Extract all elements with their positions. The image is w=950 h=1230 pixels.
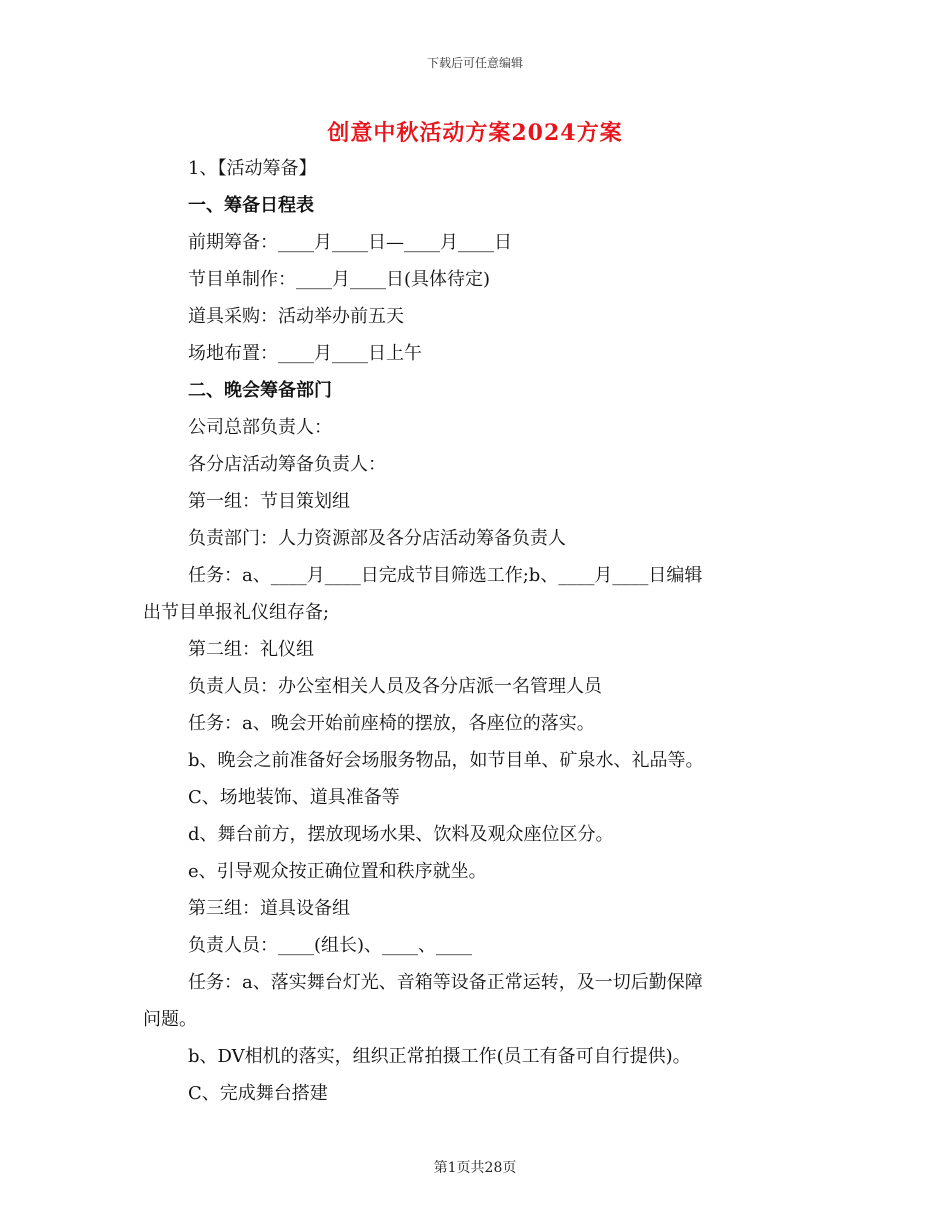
paragraph-line: b、DV相机的落实，组织正常拍摄工作(员工有备可自行提供)。 (188, 1046, 691, 1067)
paragraph-line: C、场地装饰、道具准备等 (188, 787, 400, 808)
paragraph-line: 场地布置：____月____日上午 (188, 343, 422, 364)
paragraph-line: d、舞台前方，摆放现场水果、饮料及观众座位区分。 (188, 824, 614, 845)
paragraph-line: 公司总部负责人： (188, 417, 332, 438)
paragraph-line: 负责人员：办公室相关人员及各分店派一名管理人员 (188, 676, 602, 697)
paragraph-line: 节目单制作：____月____日(具体待定) (188, 269, 491, 290)
header-note: 下载后可任意编辑 (426, 56, 523, 70)
paragraph-line: 第一组：节目策划组 (188, 491, 350, 512)
paragraph-line: 负责部门：人力资源部及各分店活动筹备负责人 (188, 528, 566, 549)
section-heading: 二、晚会筹备部门 (188, 380, 332, 401)
document-body (143, 150, 813, 1112)
paragraph-line: e、引导观众按正确位置和秩序就坐。 (188, 861, 487, 882)
document-title: 创意中秋活动方案2024方案 (327, 120, 623, 146)
paragraph-line: 第二组：礼仪组 (188, 639, 314, 660)
paragraph-line: 第三组：道具设备组 (188, 898, 350, 919)
paragraph-line: 任务：a、____月____日完成节目筛选工作;b、____月____日编辑 (188, 565, 703, 586)
paragraph-line: 负责人员：____(组长)、____、____ (188, 935, 473, 956)
section-heading: 一、筹备日程表 (188, 195, 314, 216)
paragraph-line: C、完成舞台搭建 (188, 1083, 328, 1104)
paragraph-line: 1、【活动筹备】 (188, 158, 317, 179)
paragraph-line: 前期筹备：____月____日—____月____日 (188, 232, 512, 253)
paragraph-line: b、晚会之前准备好会场服务物品，如节目单、矿泉水、礼品等。 (188, 750, 704, 771)
page-number: 第1页共28页 (433, 1160, 517, 1176)
paragraph-line: 道具采购：活动举办前五天 (188, 306, 404, 327)
paragraph-line: 各分店活动筹备负责人： (188, 454, 386, 475)
paragraph-continuation: 问题。 (143, 1009, 197, 1030)
paragraph-line: 任务：a、落实舞台灯光、音箱等设备正常运转，及一切后勤保障 (188, 972, 703, 993)
paragraph-line: 任务：a、晚会开始前座椅的摆放，各座位的落实。 (188, 713, 595, 734)
paragraph-continuation: 出节目单报礼仪组存备; (143, 602, 330, 623)
